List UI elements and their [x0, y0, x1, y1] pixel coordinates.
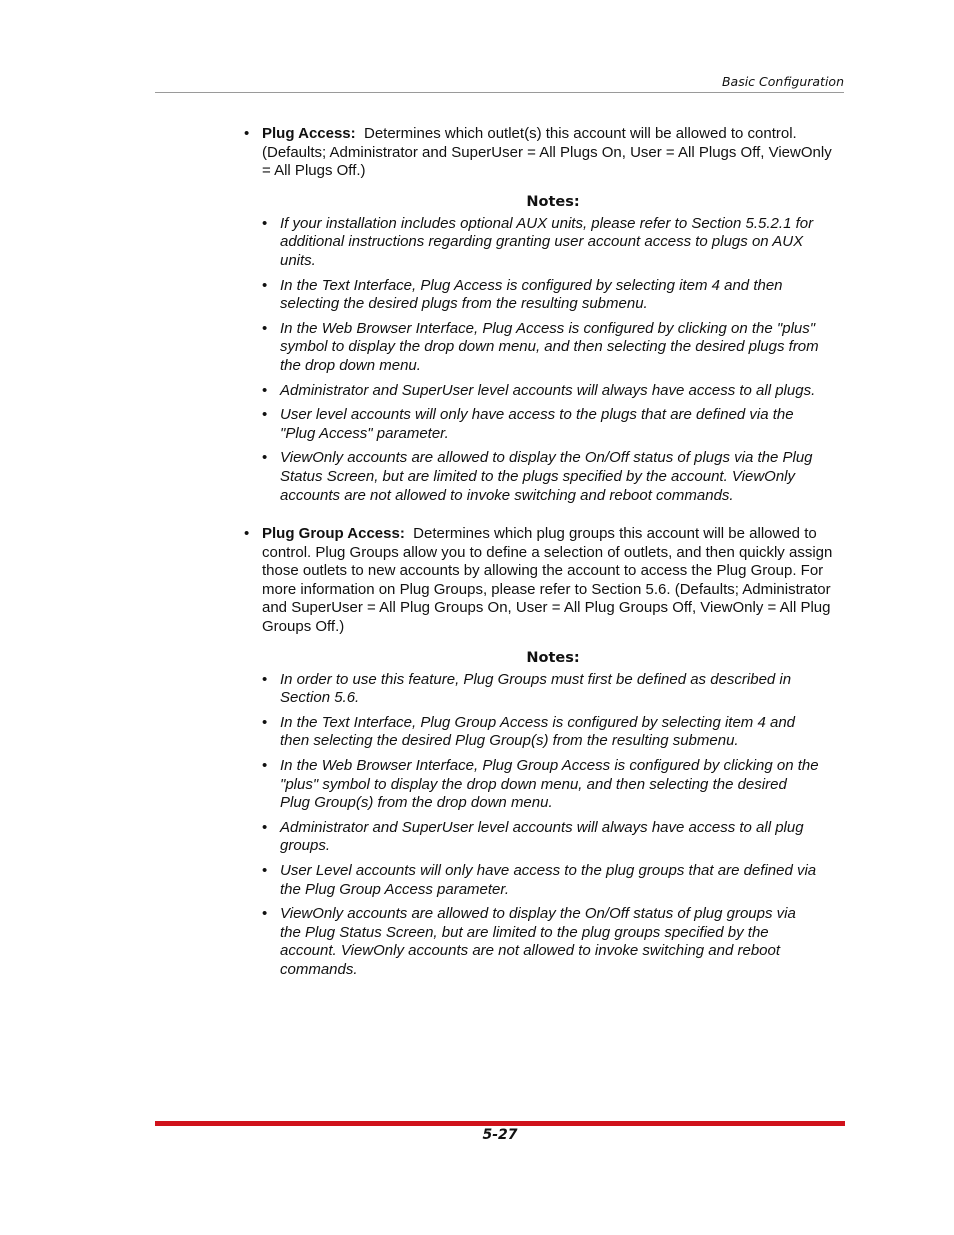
- note-text: If your installation includes optional AUX units, please refer to Section 5.5.2.1 for additional instructions regarding granting user account access to plugs on AUX units.: [280, 214, 814, 269]
- bullet-icon: •: [262, 713, 268, 731]
- bullet-icon: •: [244, 125, 250, 142]
- note-text: Administrator and SuperUser level accounts will always have access to all plugs.: [280, 381, 816, 399]
- note-item: [244, 757, 820, 813]
- note-text: In the Text Interface, Plug Group Access is configured by selecting item 4 and then selecting the desired Plug Group(s) from the resulting submenu.: [280, 713, 796, 750]
- note-item: [244, 277, 820, 314]
- plug-group-access-item: [244, 525, 844, 637]
- note-item: [244, 714, 820, 751]
- plug-group-access-label: Plug Group Access:: [262, 525, 405, 543]
- bullet-icon: •: [262, 818, 268, 836]
- bullet-icon: •: [262, 276, 268, 294]
- plug-access-notes-heading: Notes:: [526, 193, 580, 210]
- bullet-icon: •: [262, 319, 268, 337]
- running-header: Basic Configuration: [155, 74, 844, 93]
- plug-group-access-text: Determines which plug groups this account will be allowed to control. Plug Groups allow you to define a selection of outlets, and then quickly assign those outlets to new accounts by allowing the account to access the Plug Group. For more information on Plug Groups, please refer to Section 5.6. (Defaults; Administrator and SuperUser = All Plug Groups On, User = All Plug Groups Off, ViewOnly = All Plug Groups Off.): [262, 525, 833, 636]
- note-text: ViewOnly accounts are allowed to display the On/Off status of plugs via the Plug Status Screen, but are limited to the plugs specified by the account. ViewOnly accounts are not allowed to invoke switching and reboot commands.: [280, 449, 813, 504]
- note-item: [244, 382, 820, 401]
- note-item: [244, 905, 820, 979]
- note-text: User Level accounts will only have access to the plug groups that are defined via the Plug Group Access parameter.: [280, 862, 817, 898]
- note-text: User level accounts will only have access to the plugs that are defined via the "Plug Access" parameter.: [280, 406, 794, 442]
- note-item: [244, 215, 820, 271]
- bullet-icon: •: [262, 381, 268, 399]
- note-text: In the Web Browser Interface, Plug Access is configured by clicking on the "plus" symbol to display the drop down menu, and then selecting the desired plugs from the drop down menu.: [280, 319, 819, 374]
- bullet-icon: •: [262, 406, 268, 424]
- note-text: In the Text Interface, Plug Access is configured by selecting item 4 and then selecting the desired plugs from the resulting submenu.: [280, 276, 783, 313]
- note-item: [244, 449, 820, 505]
- bullet-icon: •: [262, 670, 268, 688]
- plug-access-item: [244, 125, 844, 181]
- page-number: 5-27: [482, 1127, 518, 1143]
- note-text: ViewOnly accounts are allowed to display the On/Off status of plug groups via the Plug Status Screen, but are limited to the plug groups specified by the account. ViewOnly accounts are not allowed to invoke switching and reboot commands.: [280, 905, 796, 978]
- note-item: [244, 862, 820, 899]
- section-spacer: [244, 511, 844, 525]
- note-item: [244, 671, 820, 708]
- note-text: Administrator and SuperUser level accounts will always have access to all plug groups.: [280, 818, 804, 855]
- plug-group-access-notes: [244, 671, 844, 980]
- bullet-icon: •: [244, 525, 250, 543]
- note-text: In the Web Browser Interface, Plug Group Access is configured by clicking on the "plus" symbol to display the drop down menu, and then selecting the desired Plug Group(s) from the drop down menu.: [280, 757, 819, 812]
- plug-access-text: Determines which outlet(s) this account will be allowed to control. (Defaults; Administrator and SuperUser = All Plugs On, User = All Plugs Off, ViewOnly = All Plugs Off.): [262, 125, 832, 180]
- bullet-icon: •: [262, 214, 268, 232]
- bullet-icon: •: [262, 449, 268, 467]
- plug-group-access-notes-heading: Notes:: [526, 649, 580, 666]
- note-text: In order to use this feature, Plug Groups must first be defined as described in Section 5.6.: [280, 670, 792, 707]
- note-item: [244, 320, 820, 376]
- bullet-icon: •: [262, 862, 268, 879]
- page-content: [244, 125, 844, 986]
- note-item: [244, 406, 820, 443]
- note-item: [244, 819, 820, 856]
- plug-access-label: Plug Access:: [262, 125, 356, 142]
- bullet-icon: •: [262, 757, 268, 775]
- plug-access-notes: [244, 215, 844, 505]
- bullet-icon: •: [262, 905, 268, 923]
